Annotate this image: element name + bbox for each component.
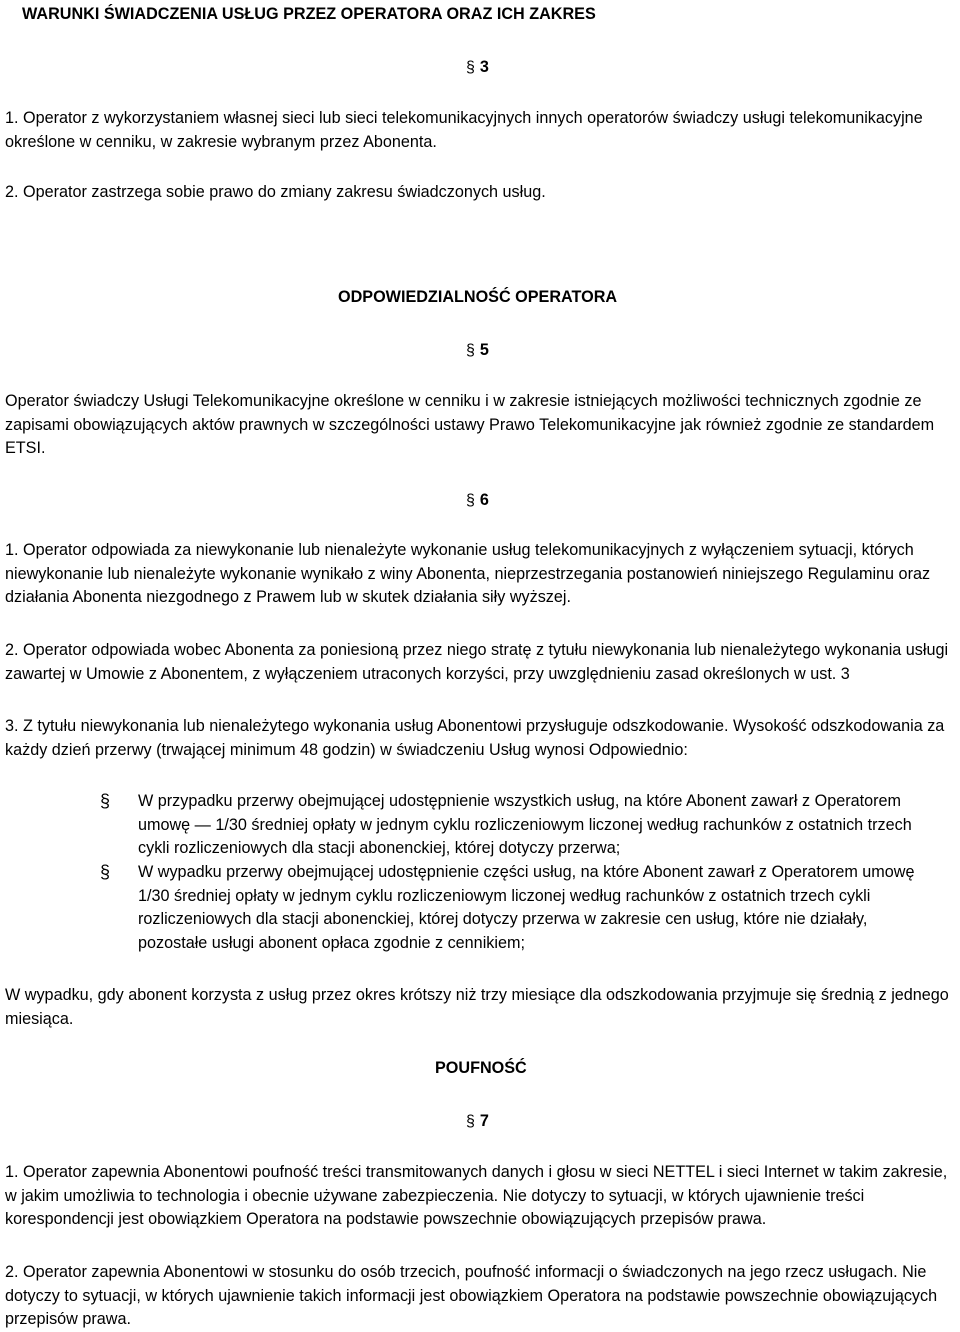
paragraph-number: 5 xyxy=(479,341,489,359)
paragraph-number: 3 xyxy=(479,58,489,76)
paragraf6-closing: W wypadku, gdy abonent korzysta z usług przez okres krótszy niż trzy miesiące dla odszkodowania przyjmuje się średnią z jednego miesiąca. xyxy=(5,986,949,1028)
paragraf6-item-1: 1. Operator odpowiada za niewykonanie lub nienależyte wykonanie usług telekomunikacyjnych z wyłączeniem sytuacji, których niewykonanie lub nienależyte wykonanie wynikało z winy Abonenta, nieprzestrzegania postanowień niniejszego Regulaminu oraz działania Abonenta niezgodnego z Prawem lub w skutek działania siły wyższej. xyxy=(5,541,931,606)
paragraph-sign: § xyxy=(466,59,475,76)
poufnosc-item-1: 1. Operator zapewnia Abonentowi poufność treści transmitowanych danych i głosu w sieci NETTEL i sieci Internet w takim zakresie, w jakim umożliwia to technologia i obecnie używane zabezpieczenia. Nie dotyczy to sytuacji, w których ujawnienie treści korespondencji jest obowiązkiem Operatora na podstawie powszechnie obowiązujących przepisów prawa. xyxy=(5,1163,948,1228)
paragraph-number: 7 xyxy=(479,1112,489,1130)
bullet-text: W wypadku przerwy obejmującej udostępnienie części usług, na które Abonent zawarł z Operatorem umowę 1/30 średniej opłaty w jednym cyklu rozliczeniowym liczonej według rachunków z ostatnich trzech cykli rozliczeniowych dla stacji abonenckiej, której dotyczy przerwa w zakresie cen usług, które nie działały, pozostałe usługi abonent opłaca zgodnie z cennikiem; xyxy=(138,863,915,952)
compensation-bullet-item xyxy=(100,790,940,861)
paragraph-heading-7 xyxy=(466,1110,489,1134)
paragraph-number: 6 xyxy=(479,491,489,509)
paragraph-sign: § xyxy=(466,492,475,509)
warunki-item-1: 1. Operator z wykorzystaniem własnej sieci lub sieci telekomunikacyjnych innych operatorów świadczy usługi telekomunikacyjne określone w cenniku, w zakresie wybranym przez Abonenta. xyxy=(5,109,923,151)
section-sign-bullet: § xyxy=(100,862,111,882)
paragraph-heading-3 xyxy=(466,56,489,80)
section-title-warunki: WARUNKI ŚWIADCZENIA USŁUG PRZEZ OPERATORA ORAZ ICH ZAKRES xyxy=(22,5,596,23)
paragraph-heading-6 xyxy=(466,489,489,513)
warunki-item-2: 2. Operator zastrzega sobie prawo do zmiany zakresu świadczonych usług. xyxy=(5,183,546,201)
section-title-odpowiedzialnosc: ODPOWIEDZIALNOŚĆ OPERATORA xyxy=(338,288,618,306)
odpowiedzialnosc-text: Operator świadczy Usługi Telekomunikacyjne określone w cenniku i w zakresie istniejących możliwości technicznych zgodnie ze zapisami obowiązujących aktów prawnych w szczególności ustawy Prawo Telekomunikacyjne jak również zgodnie ze standardem ETSI. xyxy=(5,392,935,457)
paragraph-heading-5 xyxy=(466,339,489,363)
section-title-poufnosc: POUFNOŚĆ xyxy=(435,1059,527,1077)
paragraph-sign: § xyxy=(466,342,475,359)
section-sign-bullet: § xyxy=(100,791,111,811)
paragraf6-item-3: 3. Z tytułu niewykonania lub nienależytego wykonania usług Abonentowi przysługuje odszkodowanie. Wysokość odszkodowania za każdy dzień przerwy (trwającej minimum 48 godzin) w świadczeniu Usług wynosi Odpowiednio: xyxy=(5,717,945,759)
poufnosc-item-2: 2. Operator zapewnia Abonentowi w stosunku do osób trzecich, poufność informacji o świadczonych na jego rzecz usługach. Nie dotyczy to sytuacji, w których ujawnienie takich informacji jest obowiązkiem Operatora na podstawie powszechnie obowiązujących przepisów prawa. xyxy=(5,1263,938,1328)
paragraf6-item-2: 2. Operator odpowiada wobec Abonenta za poniesioną przez niego stratę z tytułu niewykonania lub nienależytego wykonania usługi zawartej w Umowie z Abonentem, z wyłączeniem utraconych korzyści, przy uwzględnieniu zasad określonych w ust. 3 xyxy=(5,641,949,683)
bullet-text: W przypadku przerwy obejmującej udostępnienie wszystkich usług, na które Abonent zawarł z Operatorem umowę — 1/30 średniej opłaty w jednym cyklu rozliczeniowym liczonej według rachunków z ostatnich trzech cykli rozliczeniowych dla stacji abonenckiej, której dotyczy przerwa; xyxy=(138,792,912,857)
paragraph-sign: § xyxy=(466,1113,475,1130)
compensation-bullet-item xyxy=(100,861,940,955)
